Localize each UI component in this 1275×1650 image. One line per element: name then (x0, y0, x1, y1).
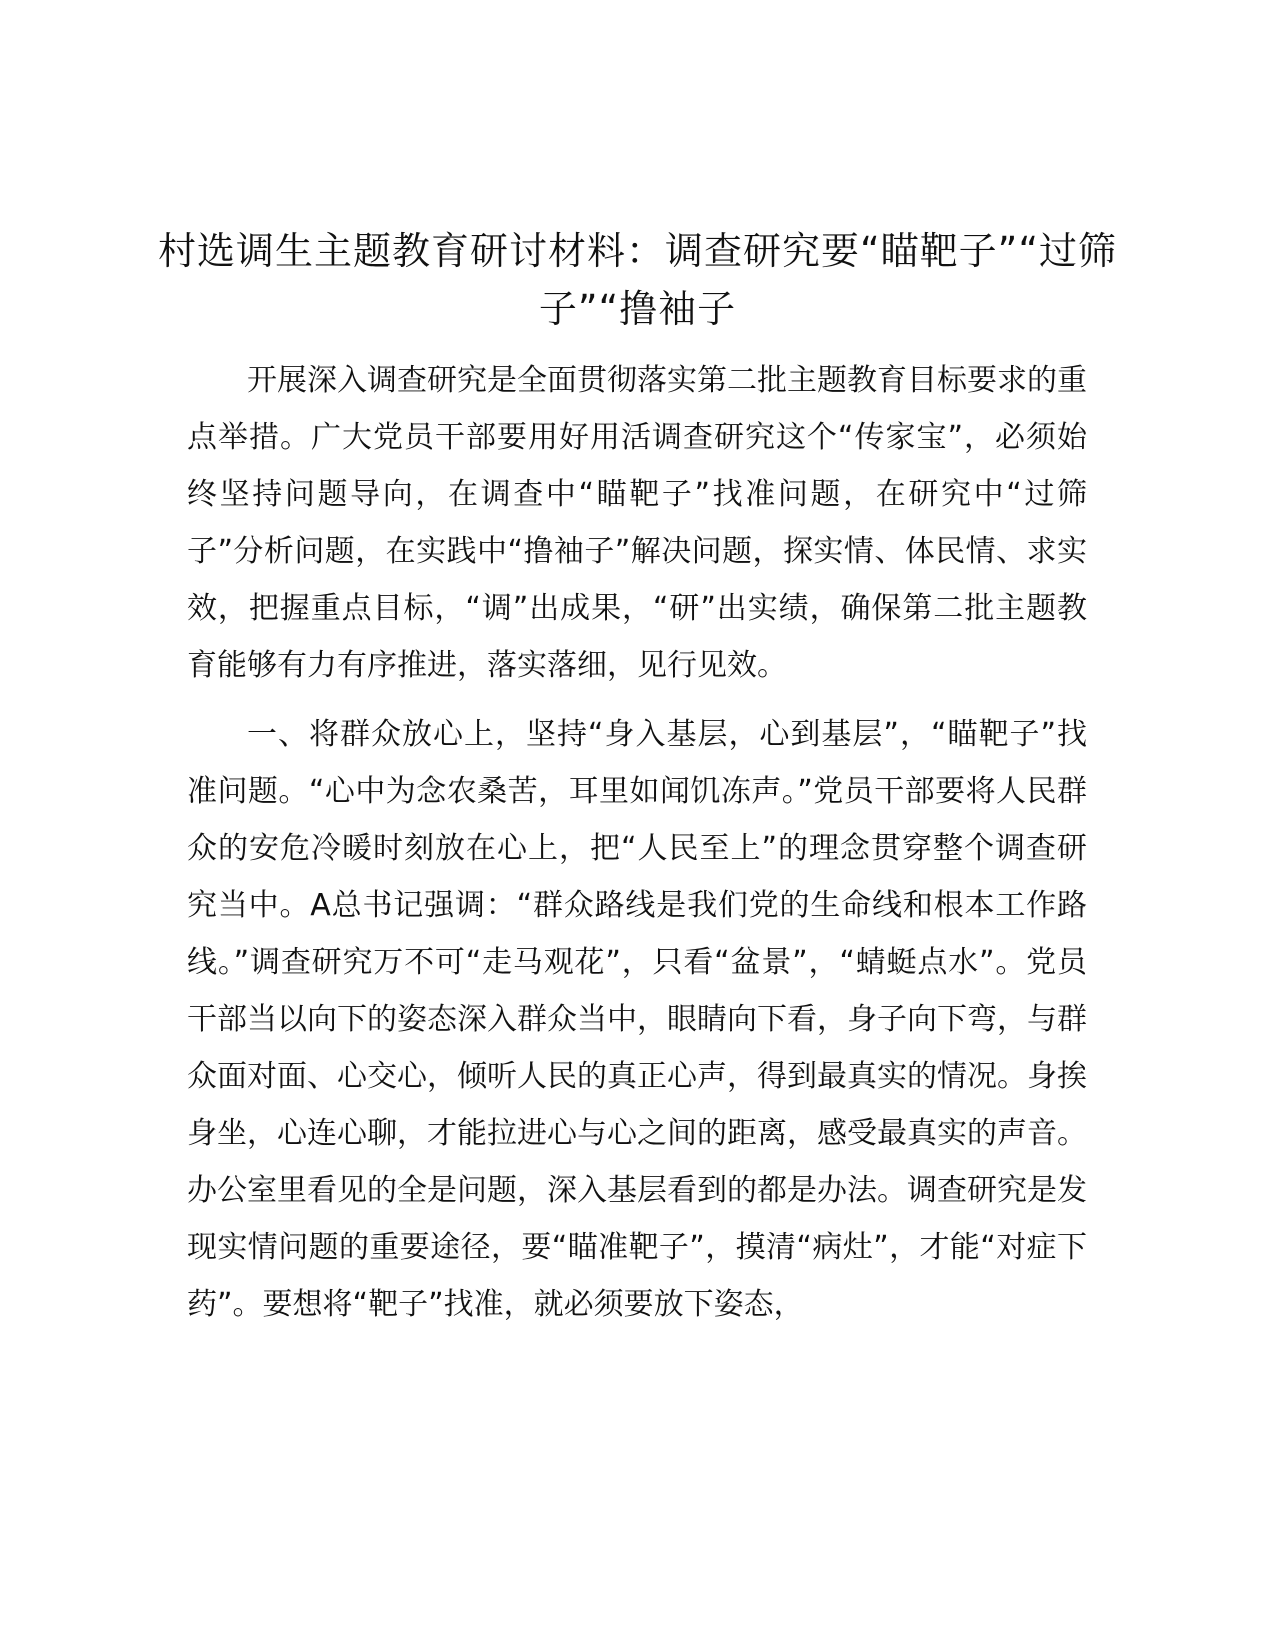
document-body (187, 352, 1087, 1345)
paragraph-intro: 开展深入调查研究是全面贯彻落实第二批主题教育目标要求的重点举措。广大党员干部要用好用活调查研究这个“传家宝”，必须始终坚持问题导向，在调查中“瞄靶子”找准问题，在研究中“过筛子”分析问题，在实践中“撸袖子”解决问题，探实情、体民情、求实效，把握重点目标，“调”出成果，“研”出实绩，确保第二批主题教育能够有力有序推进，落实落细，见行见效。 (187, 363, 1087, 683)
paragraph-section-one: 一、将群众放心上，坚持“身入基层，心到基层”，“瞄靶子”找准问题。“心中为念农桑苦，耳里如闻饥冻声。”党员干部要将人民群众的安危冷暖时刻放在心上，把“人民至上”的理念贯穿整个调查研究当中。A总书记强调：“群众路线是我们党的生命线和根本工作路线。”调查研究万不可“走马观花”，只看“盆景”，“蜻蜓点水”。党员干部当以向下的姿态深入群众当中，眼睛向下看，身子向下弯，与群众面对面、心交心，倾听人民的真正心声，得到最真实的情况。身挨身坐，心连心聊，才能拉进心与心之间的距离，感受最真实的声音。办公室里看见的全是问题，深入基层看到的都是办法。调查研究是发现实情问题的重要途径，要“瞄准靶子”，摸清“病灶”，才能“对症下药”。要想将“靶子”找准，就必须要放下姿态， (187, 717, 1087, 1322)
document-title: 村选调生主题教育研讨材料：调查研究要“瞄靶子”“过筛子”“撸袖子 (157, 229, 1118, 331)
